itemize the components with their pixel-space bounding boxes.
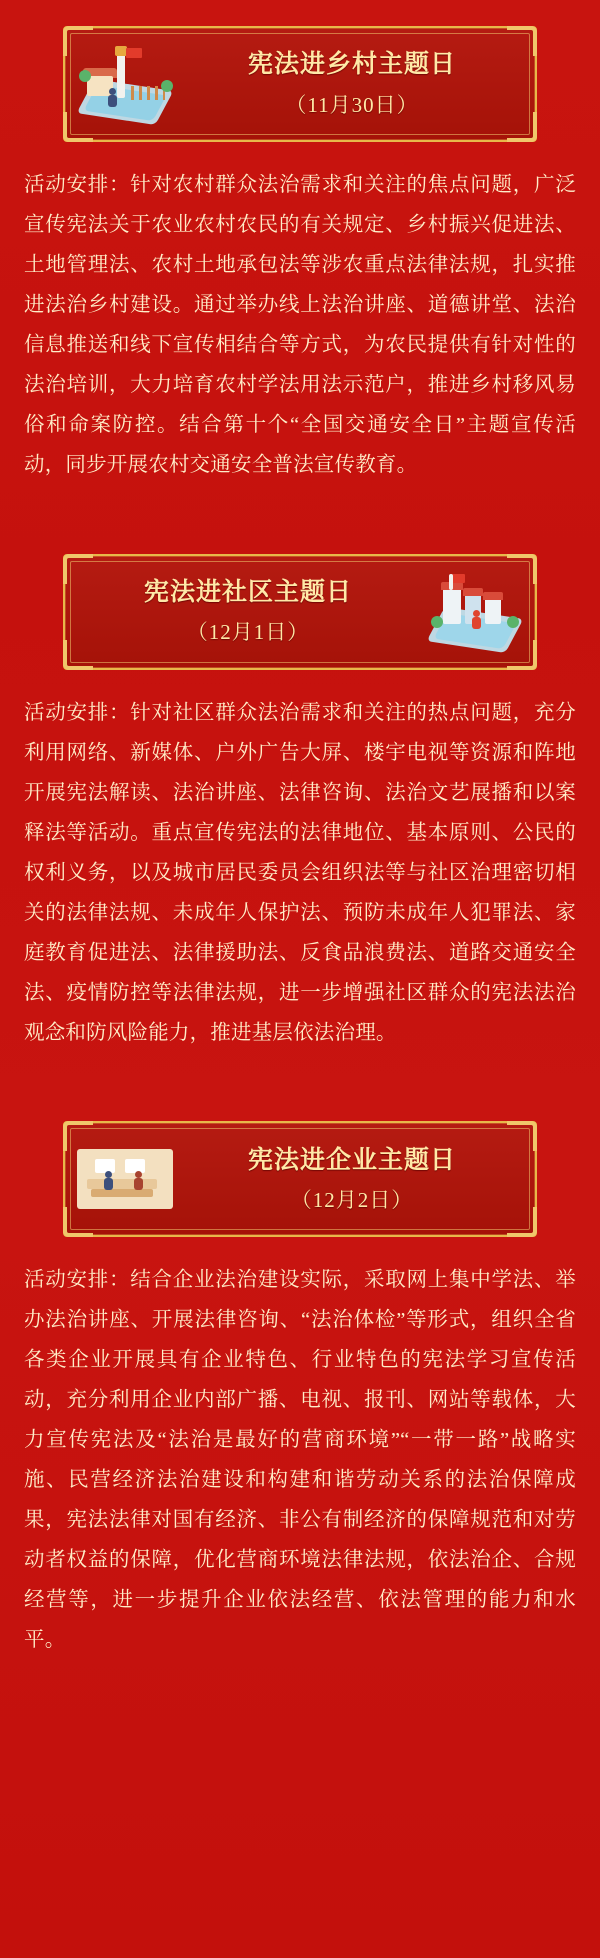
paragraph-text: 针对社区群众法治需求和关注的热点问题，充分利用网络、新媒体、户外广告大屏、楼宇电视等资源和阵地开展宪法解读、法治讲座、法律咨询、法治文艺展播和以案释法等活动。重点宣传宪法的法律地位、基本原则、公民的权利义务，以及城市居民委员会组织法等与社区治理密切相关的法律法规、未成年人保护法、预防未成年人犯罪法、家庭教育促进法、法律援助法、反食品浪费法、道路交通安全法、疫情防控等法律法规，进一步增强社区群众的宪法法治观念和防风险能力，推进基层依法治理。 <box>24 701 577 1044</box>
banner-frame <box>63 26 537 142</box>
section-date: （12月2日） <box>290 1188 414 1213</box>
corner-ornament-icon <box>507 1121 537 1151</box>
corner-ornament-icon <box>507 112 537 142</box>
section-body-rural <box>0 152 600 510</box>
corner-ornament-icon <box>507 26 537 56</box>
community-buildings-icon <box>415 564 535 660</box>
banner-text-block <box>185 49 535 118</box>
paragraph-text: 结合企业法治建设实际，采取网上集中学法、举办法治讲座、开展法律咨询、“法治体检”等形式，组织全省各类企业开展具有企业特色、行业特色的宪法学习宣传活动，充分利用企业内部广播、电视、报刊、网站等载体，大力宣传宪法及“法治是最好的营商环境”“一带一路”战略实施、民营经济法治建设和构建和谐劳动关系的法治保障成果，宪法法律对国有经济、非公有制经济的保障规范和对劳动者权益的保障，优化营商环境法律法规，依法治企、合规经营等，进一步提升企业依法经营、依法管理的能力和水平。 <box>24 1269 577 1652</box>
office-workplace-icon <box>65 1131 185 1227</box>
section-body-community <box>0 680 600 1078</box>
section-date: （12月1日） <box>186 620 310 645</box>
paragraph <box>24 166 576 486</box>
paragraph-lead: 活动安排： <box>24 174 131 196</box>
banner-frame <box>63 1121 537 1237</box>
section-banner-rural <box>0 0 600 152</box>
section-banner-community <box>0 528 600 680</box>
paragraph-lead: 活动安排： <box>24 701 131 724</box>
section-date: （11月30日） <box>285 92 419 117</box>
paragraph <box>24 1261 576 1661</box>
section-title: 宪法进乡村主题日 <box>247 51 456 79</box>
corner-ornament-icon <box>63 640 93 670</box>
section-body-enterprise <box>0 1247 600 1685</box>
paragraph-lead: 活动安排： <box>24 1269 131 1292</box>
banner-text-block <box>185 1145 535 1214</box>
paragraph-text: 针对农村群众法治需求和关注的焦点问题，广泛宣传宪法关于农业农村农民的有关规定、乡村振兴促进法、土地管理法、农村土地承包法等涉农重点法律法规，扎实推进法治乡村建设。通过举办线上法治讲座、道德讲堂、法治信息推送和线下宣传相结合等方式，为农民提供有针对性的法治培训，大力培育农村学法用法示范户，推进乡村移风易俗和命案防控。结合第十个“全国交通安全日”主题宣传活动，同步开展农村交通安全普法宣传教育。 <box>24 174 577 476</box>
section-title: 宪法进社区主题日 <box>143 579 352 607</box>
banner-text-block <box>65 577 415 646</box>
corner-ornament-icon <box>63 554 93 584</box>
corner-ornament-icon <box>507 1207 537 1237</box>
village-scene-icon <box>65 36 185 132</box>
banner-frame <box>63 554 537 670</box>
section-banner-enterprise <box>0 1095 600 1247</box>
section-title: 宪法进企业主题日 <box>247 1146 456 1174</box>
paragraph <box>24 694 576 1054</box>
